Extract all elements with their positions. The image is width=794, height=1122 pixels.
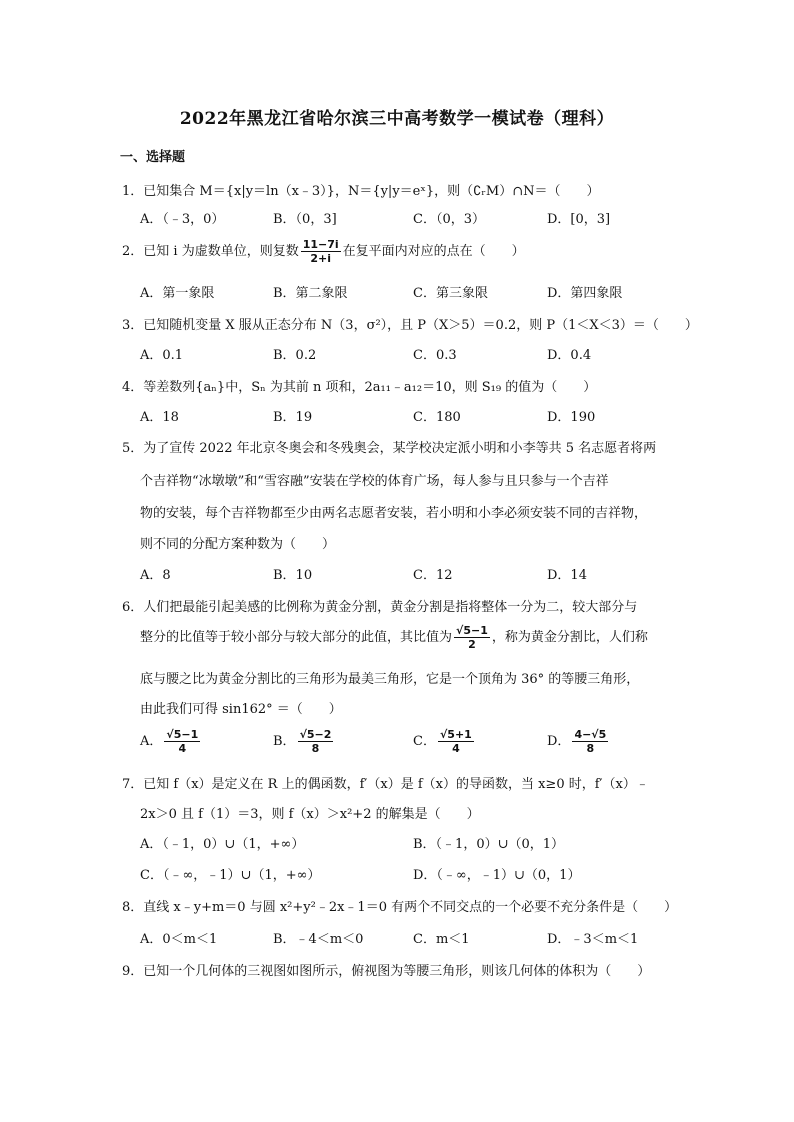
q3-option-a: A．0.1 [140,348,184,363]
q6-option-b [273,728,335,755]
q6-option-d-label: D． [547,734,571,749]
q1-option-b: B．（0，3] [273,212,337,227]
q5-line-4: 则不同的分配方案种数为（ ） [140,537,336,552]
q2-fraction [301,238,341,265]
q6-line-2-pre: 整分的比值等于较小部分与较大部分的此值，其比值为 [140,630,453,645]
q7-option-b: B．（﹣1，0）∪（0，1） [413,837,565,852]
q6-a-den: 4 [178,742,187,755]
q2-frac-num: 11−7i [302,238,339,251]
q5-option-b: B．10 [273,568,313,583]
q4-option-c: C．180 [413,410,461,425]
q1-option-d: D．[0，3] [547,212,611,227]
q6-c-den: 4 [452,742,460,755]
q1-option-c: C．（0，3） [413,212,485,227]
q6-line-3: 底与腰之比为黄金分割比的三角形为最美三角形，它是一个顶角为 36° 的等腰三角形， [140,672,640,687]
q6-line-4: 由此我们可得 sin162° ＝（ ） [140,702,342,717]
q8-option-b: B．﹣4＜m＜0 [273,932,364,947]
q5-option-d: D．14 [547,568,587,583]
q6-option-c-fraction [438,728,474,755]
q6-option-d-fraction [572,728,608,755]
q5-line-1: 5．为了宣传 2022 年北京冬奥会和冬残奥会，某学校决定派小明和小李等共 5 名志愿者将两 [122,441,657,456]
q5-line-2: 个吉祥物“冰墩墩”和“雪容融”安装在学校的体育广场，每人参与且只参与一个吉祥 [140,474,609,489]
q7-option-d: D．（﹣∞，﹣1）∪（0，1） [413,868,581,883]
q6-a-num: √5−1 [166,728,199,741]
q6-option-c-label: C． [413,734,436,749]
q6-d-den: 8 [586,742,595,755]
q6-line-2 [140,624,648,651]
q7-option-c: C．（﹣∞，﹣1）∪（1，+∞） [140,868,321,883]
q5-line-3: 物的安装，每个吉祥物都至少由两名志愿者安装，若小明和小李必须安装不同的吉祥物， [140,506,648,521]
q6-golden-ratio-fraction [454,624,490,651]
q1-stem: 1．已知集合 M＝{x|y＝ln（x﹣3）}，N＝{y|y＝eˣ}，则（∁ᵣM）∩N＝（ ） [122,184,600,199]
q2-option-a: A．第一象限 [140,286,215,301]
q2-stem-post: 在复平面内对应的点在（ ） [342,244,525,259]
q8-stem: 8．直线 x﹣y+m＝0 与圆 x²+y²﹣2x﹣1＝0 有两个不同交点的一个必要不充分条件是（ ） [122,900,678,915]
q8-option-a: A．0＜m＜1 [140,932,218,947]
q7-line-2: 2x＞0 且 f（1）＝3，则 f（x）＞x²+2 的解集是（ ） [140,807,480,822]
q4-option-d: D．190 [547,410,596,425]
q3-option-b: B．0.2 [273,348,317,363]
q6-d-num: 4−√5 [574,728,607,741]
q6-line-1: 6．人们把最能引起美感的比例称为黄金分割，黄金分割是指将整体一分为二，较大部分与 [122,600,638,615]
q8-option-d: D．﹣3＜m＜1 [547,932,639,947]
q3-option-d: D．0.4 [547,348,592,363]
q2-option-b: B．第二象限 [273,286,348,301]
q6-c-num: √5+1 [439,728,472,741]
q8-option-c: C．m＜1 [413,932,470,947]
q7-option-a: A．（﹣1，0）∪（1，+∞） [140,837,305,852]
q6-golden-den: 2 [468,638,476,651]
q2-option-d: D．第四象限 [547,286,623,301]
q2-frac-den: 2+i [310,252,331,265]
q6-option-b-label: B． [273,734,296,749]
q2-stem-pre: 2．已知 i 为虚数单位，则复数 [122,244,299,259]
q7-line-1: 7．已知 f（x）是定义在 R 上的偶函数，f′（x）是 f（x）的导函数，当 x≥0 时，f′（x）﹣ [122,777,649,792]
q1-option-a: A．（﹣3，0） [140,212,225,227]
q6-option-a-label: A． [140,734,163,749]
q3-stem: 3．已知随机变量 X 服从正态分布 N（3，σ²），且 P（X＞5）＝0.2，则 P（1＜X＜3）＝（ ） [122,318,698,333]
q5-option-a: A．8 [140,568,171,583]
q6-b-den: 8 [311,742,320,755]
q5-option-c: C．12 [413,568,453,583]
q6-golden-num: √5−1 [456,624,488,637]
q6-option-a [140,728,202,755]
q4-stem: 4．等差数列{aₙ}中，Sₙ 为其前 n 项和，2a₁₁﹣a₁₂＝10，则 S₁₉ 的值为（ ） [122,380,597,395]
q6-option-b-fraction [298,728,334,755]
q6-option-a-fraction [164,728,200,755]
q9-stem: 9．已知一个几何体的三视图如图所示，俯视图为等腰三角形，则该几何体的体积为（ ） [122,964,651,979]
q3-option-c: C．0.3 [413,348,457,363]
q4-option-a: A．18 [140,410,179,425]
q6-line-2-post: ，称为黄金分割比，人们称 [491,630,648,645]
q4-option-b: B．19 [273,410,313,425]
section-heading: 一、选择题 [120,150,186,165]
q6-b-num: √5−2 [299,728,332,741]
q2-option-c: C．第三象限 [413,286,488,301]
q6-option-d [547,728,610,755]
q2-stem [122,238,525,265]
q6-option-c [413,728,476,755]
exam-title: 2022年黑龙江省哈尔滨三中高考数学一模试卷（理科） [179,109,615,129]
